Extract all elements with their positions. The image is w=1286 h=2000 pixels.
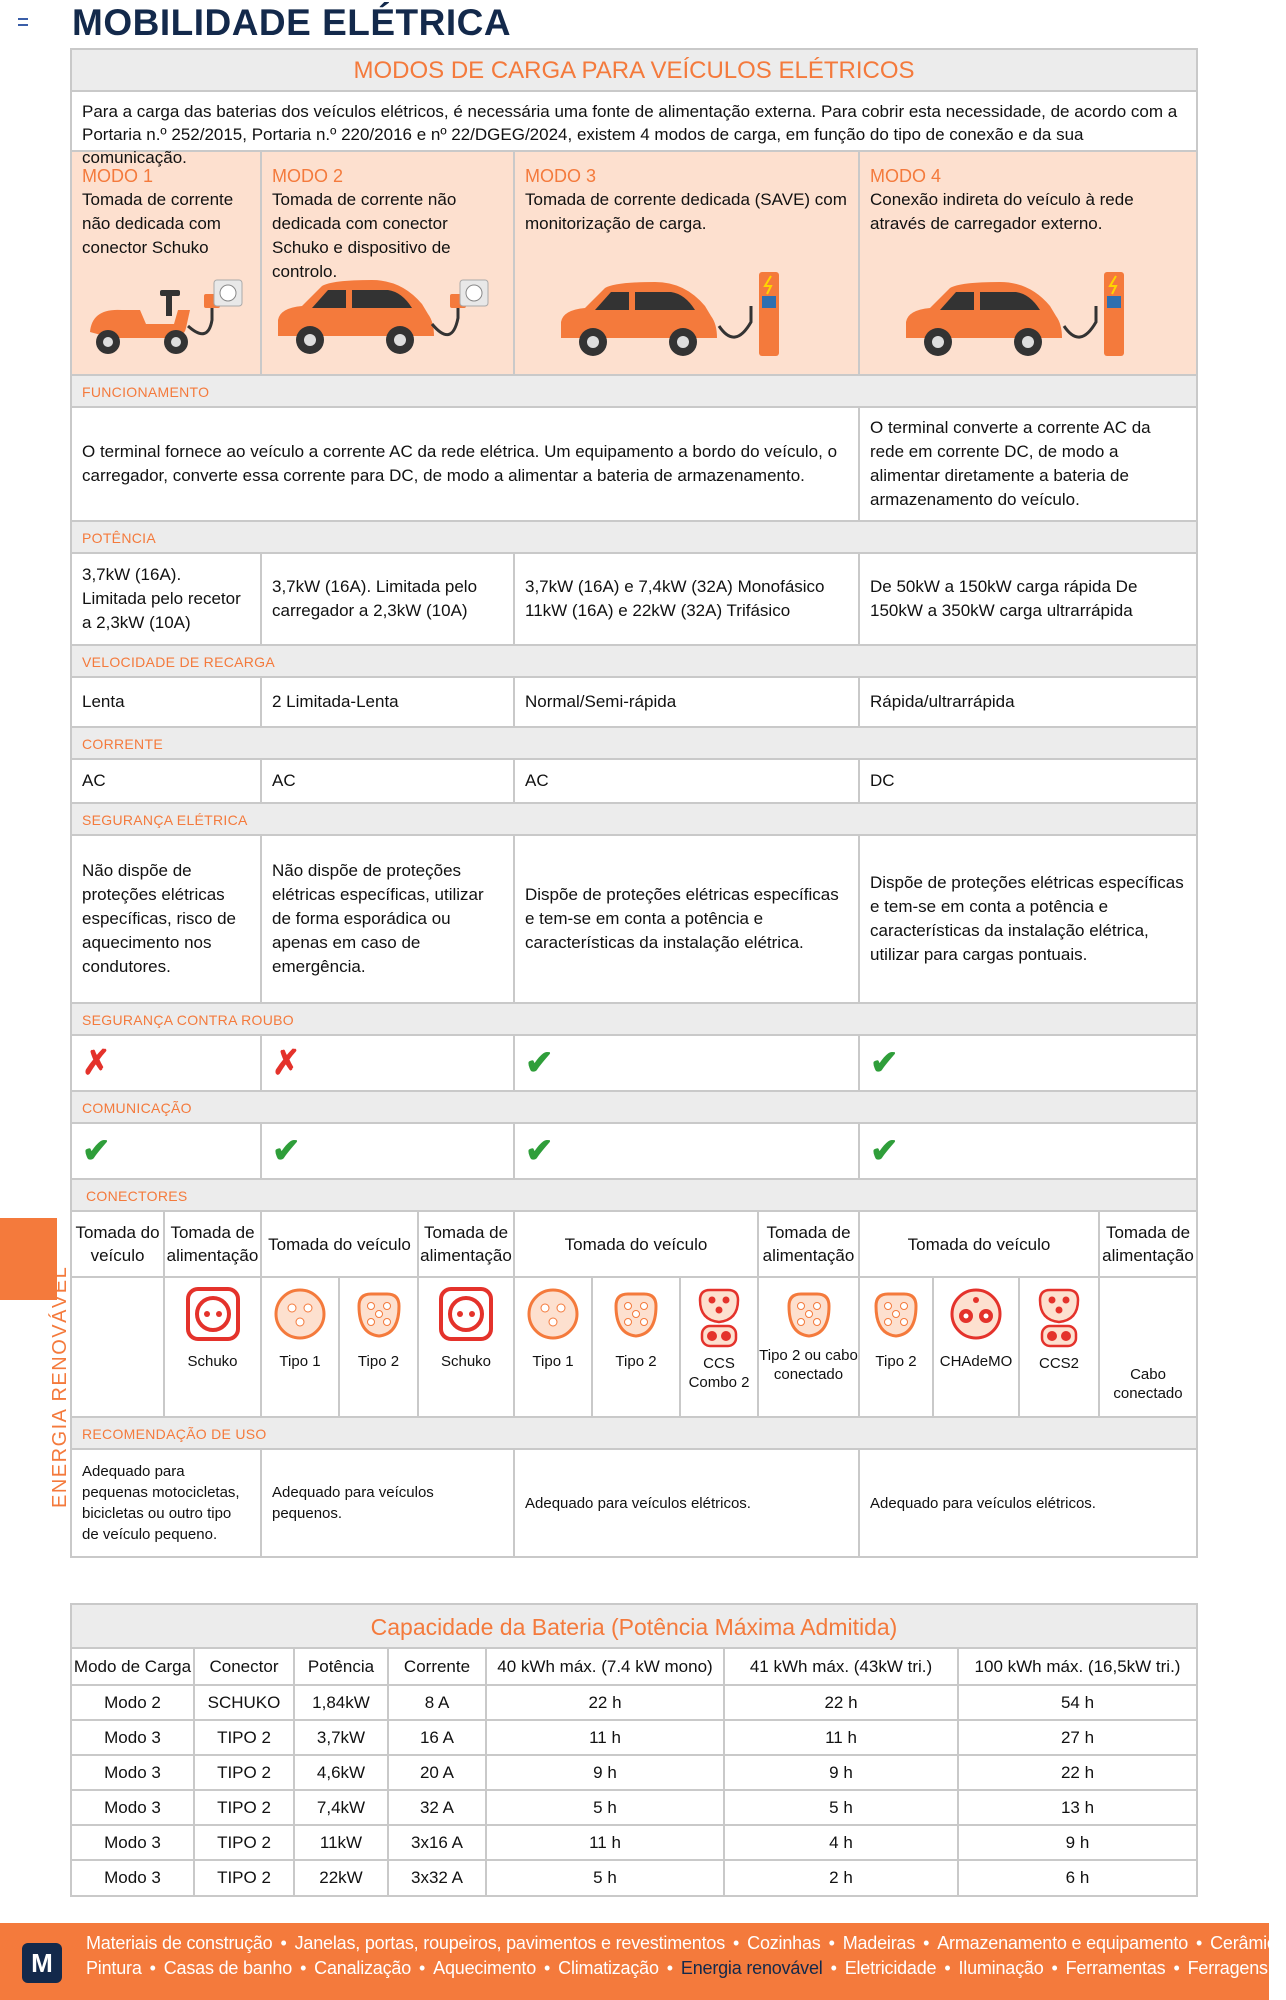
modes-row: [72, 152, 1196, 376]
potencia-cell: 3,7kW (16A). Limitada pelo recetor a 2,3kW (10A): [72, 554, 262, 644]
footer-separator: •: [666, 1958, 673, 1978]
footer-category-link[interactable]: Canalização: [314, 1958, 412, 1978]
section-seguranca-eletrica: SEGURANÇA ELÉTRICA: [72, 804, 1196, 836]
table-cell: 22 h: [724, 1685, 958, 1720]
connector-head: Tomada de alimentação: [165, 1212, 262, 1276]
table-cell: 54 h: [958, 1685, 1196, 1720]
connector-head: Tomada do veículo: [262, 1212, 419, 1276]
corrente-cell: DC: [870, 771, 895, 790]
connector-label: Schuko: [440, 1353, 492, 1370]
brand-logo[interactable]: M: [22, 1943, 62, 1983]
check-icon: ✔: [870, 1132, 899, 1170]
footer-separator: •: [828, 1933, 835, 1953]
table-cell: 32 A: [388, 1790, 486, 1825]
connector-item: [934, 1278, 1020, 1416]
table-cell: 9 h: [486, 1755, 724, 1790]
footer-separator: •: [544, 1958, 551, 1978]
mode-description: Conexão indireta do veículo à rede através de carregador externo.: [870, 190, 1134, 233]
battery-header-row: [72, 1649, 1196, 1685]
table-cell: 13 h: [958, 1790, 1196, 1825]
corrente-cell: AC: [262, 760, 515, 802]
type2-connector-icon: [351, 1286, 407, 1342]
table-cell: SCHUKO: [194, 1685, 294, 1720]
connector-head: Tomada de alimentação: [419, 1212, 515, 1276]
comunicacao-cell: [860, 1124, 1196, 1178]
connector-head: Tomada de alimentação: [1102, 1223, 1194, 1265]
connector-label: Schuko: [187, 1353, 238, 1370]
connector-label: Tipo 2: [357, 1353, 400, 1370]
table-cell: 22 h: [958, 1755, 1196, 1790]
page-title: MOBILIDADE ELÉTRICA: [72, 2, 512, 43]
footer-separator: •: [1196, 1933, 1203, 1953]
type2-connector-icon: [781, 1286, 837, 1342]
connector-item: [860, 1278, 934, 1416]
column-header: 41 kWh máx. (43kW tri.): [724, 1649, 958, 1685]
table-row: [72, 1790, 1196, 1825]
table-cell: 16 A: [388, 1720, 486, 1755]
connector-item: [165, 1278, 262, 1416]
potencia-cell: De 50kW a 150kW carga rápida De 150kW a 350kW carga ultrarrápida: [870, 577, 1138, 620]
connector-item: [593, 1278, 681, 1416]
recomendacao-cell: Adequado para veículos elétricos.: [515, 1450, 860, 1556]
funcionamento-dc: O terminal converte a corrente AC da rede em corrente DC, de modo a alimentar diretamente a bateria de armazenamento do veículo.: [870, 418, 1151, 509]
table-cell: TIPO 2: [194, 1860, 294, 1895]
mode-label: MODO 3: [525, 166, 597, 186]
section-funcionamento: FUNCIONAMENTO: [72, 376, 1196, 408]
table-cell: Modo 3: [72, 1860, 194, 1895]
connector-empty: [72, 1278, 165, 1416]
section-recomendacao: RECOMENDAÇÃO DE USO: [72, 1418, 1196, 1450]
footer-category-link[interactable]: Materiais de construção: [86, 1933, 273, 1953]
footer-separator: •: [149, 1958, 156, 1978]
car-external-charger-icon: [900, 266, 1200, 358]
seguranca-cell: Não dispõe de proteções elétricas específicas, utilizar de forma esporádica ou apenas em caso de emergência.: [262, 836, 515, 1002]
check-icon: ✔: [82, 1132, 111, 1170]
comunicacao-cell: [515, 1124, 860, 1178]
table-cell: 11 h: [724, 1720, 958, 1755]
footer-category-link[interactable]: Aquecimento: [433, 1958, 537, 1978]
table-cell: Modo 2: [72, 1685, 194, 1720]
table-cell: 11kW: [294, 1825, 388, 1860]
recomendacao-cell: Adequado para pequenas motocicletas, bicicletas ou outro tipo de veículo pequeno.: [72, 1450, 262, 1556]
recomendacao-row: [72, 1450, 1196, 1556]
footer-category-link[interactable]: Armazenamento e equipamento: [937, 1933, 1189, 1953]
charging-modes-table: [70, 48, 1198, 1558]
cross-icon: ✗: [272, 1044, 301, 1082]
footer-separator: •: [733, 1933, 740, 1953]
intro-text: Para a carga das baterias dos veículos elétricos, é necessária uma fonte de alimentação externa. Para cobrir esta necessidade, de acordo com a Portaria n.º 252/2015, Portaria n.º 220/2016 e nº 22/DGEG/2024, existem 4 modos de carga, em função do tipo de conexão e da sua comunicação.: [72, 92, 1196, 152]
table-cell: 8 A: [388, 1685, 486, 1720]
connector-label: CCS Combo 2: [688, 1355, 750, 1391]
table-cell: 5 h: [486, 1860, 724, 1895]
table-cell: 22 h: [486, 1685, 724, 1720]
type1-connector-icon: [525, 1286, 581, 1342]
connector-header-row: [72, 1212, 1196, 1278]
table-title: MODOS DE CARGA PARA VEÍCULOS ELÉTRICOS: [72, 50, 1196, 92]
connector-label: Cabo conectado: [1113, 1366, 1183, 1402]
table-cell: 1,84kW: [294, 1685, 388, 1720]
connector-item: [1020, 1278, 1100, 1416]
table-cell: TIPO 2: [194, 1720, 294, 1755]
footer-separator: •: [1051, 1958, 1058, 1978]
table-cell: 2 h: [724, 1860, 958, 1895]
roubo-cell: [860, 1036, 1196, 1090]
roubo-row: [72, 1036, 1196, 1092]
velocidade-row: [72, 678, 1196, 728]
section-comunicacao: COMUNICAÇÃO: [72, 1092, 1196, 1124]
connector-item: [262, 1278, 340, 1416]
footer-separator: •: [923, 1933, 930, 1953]
type1-connector-icon: [272, 1286, 328, 1342]
mode-2-cell: [262, 152, 515, 374]
footer-separator: •: [280, 1933, 287, 1953]
footer-category-link[interactable]: Iluminação: [958, 1958, 1044, 1978]
potencia-cell: 3,7kW (16A). Limitada pelo carregador a 2,3kW (10A): [262, 554, 515, 644]
funcionamento-row: [72, 408, 1196, 522]
scooter-charging-icon: [82, 280, 247, 358]
footer-separator: •: [830, 1958, 837, 1978]
footer-separator: •: [1173, 1958, 1180, 1978]
potencia-row: [72, 554, 1196, 646]
connector-item: [681, 1278, 759, 1416]
seguranca-row: [72, 836, 1196, 1004]
table-cell: 11 h: [486, 1720, 724, 1755]
connector-label: CCS2: [1038, 1355, 1079, 1372]
seguranca-cell: Dispõe de proteções elétricas específicas e tem-se em conta a potência e características da instalação elétrica, utilizar para cargas pontuais.: [870, 873, 1184, 964]
connector-head: Tomada do veículo: [860, 1212, 1100, 1276]
footer-category-link[interactable]: Climatização: [558, 1958, 659, 1978]
side-section-label: ENERGIA RENOVÁVEL: [49, 1265, 71, 1508]
mode-label: MODO 4: [870, 166, 942, 186]
comunicacao-row: [72, 1124, 1196, 1180]
column-header: Conector: [194, 1649, 294, 1685]
table-cell: 3x32 A: [388, 1860, 486, 1895]
battery-table: [72, 1649, 1196, 1895]
car-charging-station-icon: [555, 266, 855, 358]
connector-label: Tipo 1: [532, 1353, 574, 1370]
table-cell: 9 h: [958, 1825, 1196, 1860]
roubo-cell: [72, 1036, 262, 1090]
corrente-cell: AC: [72, 760, 262, 802]
column-header: Potência: [294, 1649, 388, 1685]
connector-item: [515, 1278, 593, 1416]
mode-3-cell: [515, 152, 860, 374]
table-cell: 4,6kW: [294, 1755, 388, 1790]
footer-categories-line-2: [86, 1958, 1268, 1979]
section-velocidade: VELOCIDADE DE RECARGA: [72, 646, 1196, 678]
footer-category-link[interactable]: Ferramentas: [1065, 1958, 1166, 1978]
table-cell: 20 A: [388, 1755, 486, 1790]
column-header: 40 kWh máx. (7.4 kW mono): [486, 1649, 724, 1685]
table-cell: TIPO 2: [194, 1825, 294, 1860]
table-cell: TIPO 2: [194, 1755, 294, 1790]
roubo-cell: [515, 1036, 860, 1090]
footer-category-link[interactable]: Casas de banho: [163, 1958, 293, 1978]
connector-head: Tomada do veículo: [515, 1212, 759, 1276]
connector-item: [759, 1278, 860, 1416]
mode-description: Tomada de corrente dedicada (SAVE) com monitorização de carga.: [525, 190, 847, 233]
schuko-socket-icon: [438, 1286, 494, 1342]
schuko-socket-icon: [185, 1286, 241, 1342]
table-cell: TIPO 2: [194, 1790, 294, 1825]
corrente-cell: AC: [515, 760, 860, 802]
footer-category-link[interactable]: Eletricidade: [844, 1958, 937, 1978]
connector-label: Tipo 1: [279, 1353, 321, 1370]
check-icon: ✔: [525, 1132, 554, 1170]
table-cell: 7,4kW: [294, 1790, 388, 1825]
menu-mark: [18, 18, 28, 26]
cross-icon: ✗: [82, 1044, 111, 1082]
table-cell: 4 h: [724, 1825, 958, 1860]
seguranca-cell: Dispõe de proteções elétricas específicas e tem-se em conta a potência e características da instalação elétrica.: [515, 836, 860, 1002]
column-header: 100 kWh máx. (16,5kW tri.): [958, 1649, 1196, 1685]
comunicacao-cell: [262, 1124, 515, 1178]
table-cell: Modo 3: [72, 1790, 194, 1825]
section-conectores: CONECTORES: [72, 1180, 1196, 1212]
footer-separator: •: [300, 1958, 307, 1978]
column-header: Corrente: [388, 1649, 486, 1685]
footer-bar: [0, 1923, 1286, 2000]
comunicacao-cell: [72, 1124, 262, 1178]
chademo-connector-icon: [948, 1286, 1004, 1342]
table-cell: Modo 3: [72, 1755, 194, 1790]
table-row: [72, 1755, 1196, 1790]
footer-categories-line-1: [86, 1933, 1286, 1954]
table-cell: 5 h: [724, 1790, 958, 1825]
column-header: Modo de Carga: [72, 1649, 194, 1685]
connector-item: [340, 1278, 419, 1416]
table-cell: 5 h: [486, 1790, 724, 1825]
table-cell: 6 h: [1065, 1868, 1090, 1887]
check-icon: ✔: [525, 1044, 554, 1082]
type2-connector-icon: [608, 1286, 664, 1342]
velocidade-cell: Rápida/ultrarrápida: [870, 692, 1015, 711]
seguranca-cell: Não dispõe de proteções elétricas específicas, risco de aquecimento nos condutores.: [72, 836, 262, 1002]
connector-body-row: [72, 1278, 1196, 1418]
mode-label: MODO 1: [82, 166, 154, 186]
footer-category-link[interactable]: Madeiras: [842, 1933, 916, 1953]
table-cell: Modo 3: [72, 1720, 194, 1755]
check-icon: ✔: [272, 1132, 301, 1170]
footer-category-link[interactable]: Energia renovável: [680, 1958, 823, 1978]
connector-label: Tipo 2: [875, 1353, 917, 1370]
footer-separator: •: [944, 1958, 951, 1978]
connector-item: [419, 1278, 515, 1416]
recomendacao-cell: Adequado para veículos elétricos.: [870, 1494, 1096, 1512]
table-cell: 22kW: [294, 1860, 388, 1895]
section-seguranca-roubo: SEGURANÇA CONTRA ROUBO: [72, 1004, 1196, 1036]
ccs2-connector-icon: [1034, 1286, 1084, 1350]
table-row: [72, 1685, 1196, 1720]
table-cell: 3x16 A: [388, 1825, 486, 1860]
table-cell: 9 h: [724, 1755, 958, 1790]
table-row: [72, 1720, 1196, 1755]
battery-table-title: Capacidade da Bateria (Potência Máxima Admitida): [72, 1605, 1196, 1649]
table-cell: 3,7kW: [294, 1720, 388, 1755]
battery-capacity-table: [70, 1603, 1198, 1897]
table-cell: 11 h: [486, 1825, 724, 1860]
potencia-cell: 3,7kW (16A) e 7,4kW (32A) Monofásico 11kW (16A) e 22kW (32A) Trifásico: [515, 554, 860, 644]
roubo-cell: [262, 1036, 515, 1090]
mode-1-cell: [72, 152, 262, 374]
table-row: [72, 1825, 1196, 1860]
recomendacao-cell: Adequado para veículos pequenos.: [262, 1450, 515, 1556]
footer-category-link[interactable]: Janelas, portas, roupeiros, pavimentos e revestimentos: [294, 1933, 726, 1953]
connector-item: [1100, 1278, 1196, 1416]
velocidade-cell: Lenta: [72, 678, 262, 726]
connector-label: CHAdeMO: [939, 1353, 1013, 1370]
funcionamento-ac: O terminal fornece ao veículo a corrente AC da rede elétrica. Um equipamento a bordo do veículo, o carregador, converte essa corrente para DC, de modo a alimentar a bateria de armazenamento.: [72, 408, 860, 520]
table-cell: 27 h: [958, 1720, 1196, 1755]
connector-head: Tomada de alimentação: [759, 1212, 860, 1276]
table-cell: Modo 3: [72, 1825, 194, 1860]
connector-head: Tomada do veículo: [72, 1212, 165, 1276]
mode-4-cell: [860, 152, 1196, 374]
footer-category-link[interactable]: Cozinhas: [747, 1933, 821, 1953]
type2-connector-icon: [868, 1286, 924, 1342]
check-icon: ✔: [870, 1044, 899, 1082]
corrente-row: [72, 760, 1196, 804]
footer-category-link[interactable]: Pintura: [86, 1958, 142, 1978]
mode-label: MODO 2: [272, 166, 344, 186]
connector-label: Tipo 2: [615, 1353, 657, 1370]
footer-category-link[interactable]: Ferragens: [1187, 1958, 1268, 1978]
footer-category-link[interactable]: Cerâmica: [1210, 1933, 1286, 1953]
mode-description: Tomada de corrente não dedicada com conector Schuko e dispositivo de controlo.: [272, 190, 457, 281]
velocidade-cell: 2 Limitada-Lenta: [262, 678, 515, 726]
footer-separator: •: [419, 1958, 426, 1978]
ccs-combo2-connector-icon: [694, 1286, 744, 1350]
table-row: [72, 1860, 1196, 1895]
mode-description: Tomada de corrente não dedicada com conector Schuko: [82, 190, 234, 257]
car-charging-icon: [272, 278, 492, 358]
section-corrente: CORRENTE: [72, 728, 1196, 760]
section-potencia: POTÊNCIA: [72, 522, 1196, 554]
connector-label: Tipo 2 ou cabo conectado: [759, 1347, 858, 1383]
velocidade-cell: Normal/Semi-rápida: [515, 678, 860, 726]
